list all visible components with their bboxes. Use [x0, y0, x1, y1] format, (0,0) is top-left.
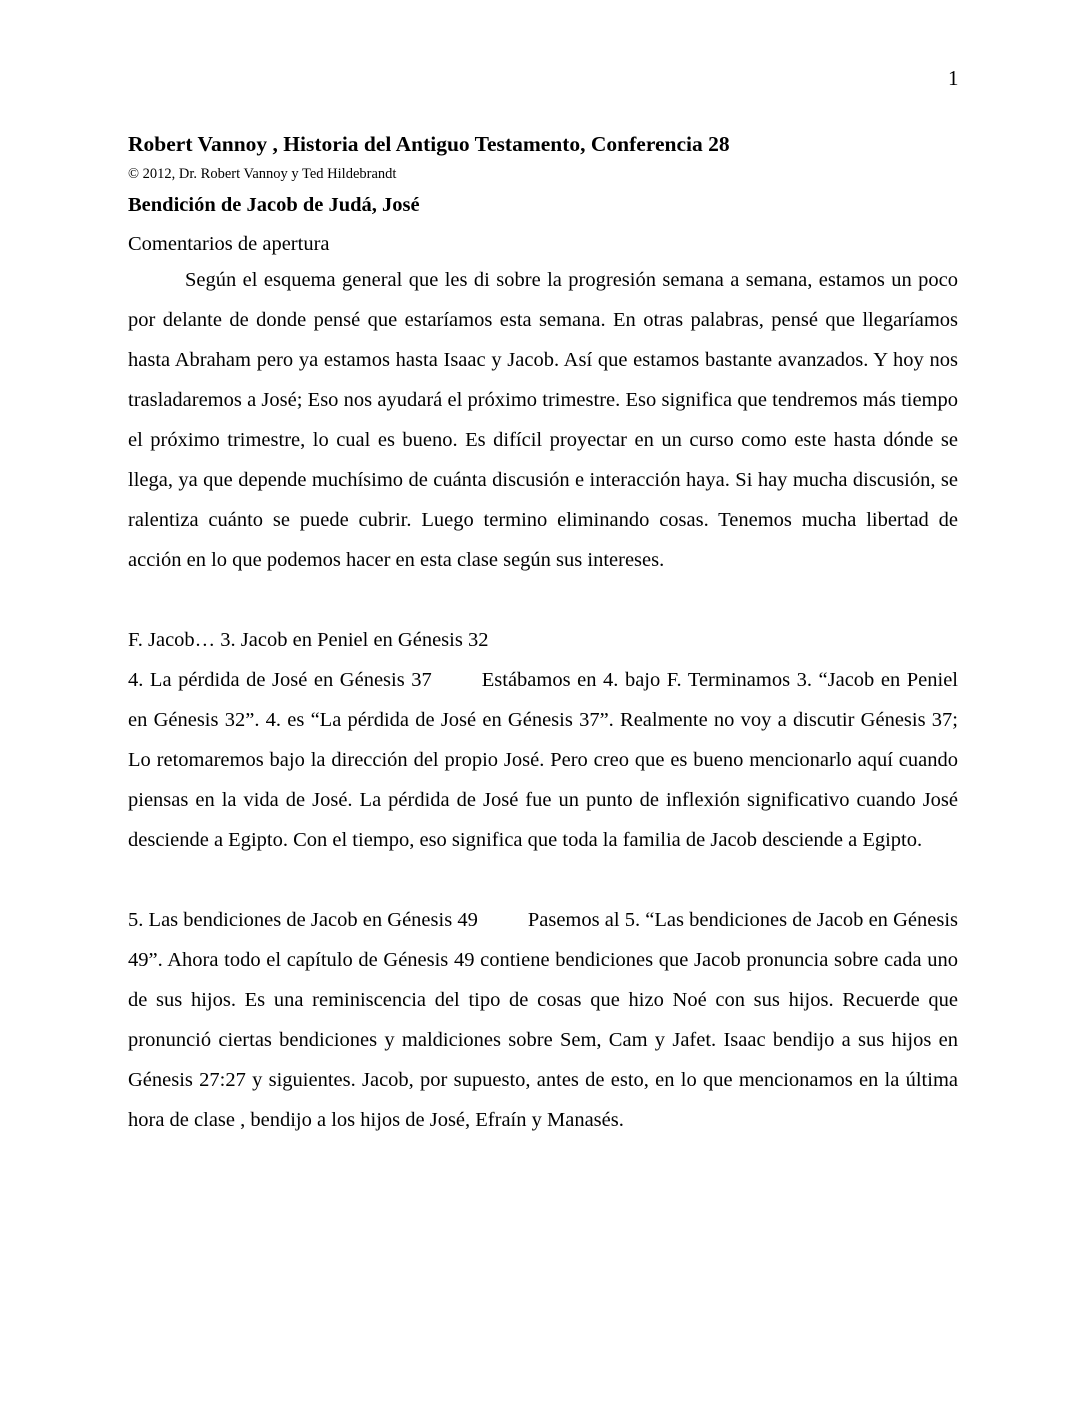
opening-paragraph: Según el esquema general que les di sobre la progresión semana a semana, estamos un poco por delante de donde pensé que estaríamos esta semana. En otras palabras, pensé que llegaríamos hasta Abraham pero ya estamos hasta Isaac y Jacob. Así que estamos bastante avanzados. Y hoy nos trasladaremos a José; Eso nos ayudará el próximo trimestre. Eso significa que tendremos más tiempo el próximo trimestre, lo cual es bueno. Es difícil proyectar en un curso como este hasta dónde se llega, ya que depende muchísimo de cuánta discusión e interacción haya. Si hay mucha discusión, se ralentiza cuánto se puede cubrir. Luego termino eliminando cosas. Tenemos mucha libertad de acción en lo que podemos hacer en esta clase según sus intereses.	[128, 269, 958, 571]
copyright-line: © 2012, Dr. Robert Vannoy y Ted Hildebrandt	[128, 166, 397, 182]
section-4-heading: 4. La pérdida de José en Génesis 37	[128, 669, 432, 691]
section-f-heading: F. Jacob… 3. Jacob en Peniel en Génesis 32	[128, 629, 489, 651]
document-title: Robert Vannoy , Historia del Antiguo Testamento, Conferencia 28	[128, 132, 730, 156]
section-4-text: Estábamos en 4. bajo F. Terminamos 3. “Jacob en Peniel en Génesis 32”. 4. es “La pérdida de José en Génesis 37”. Realmente no voy a discutir Génesis 37; Lo retomaremos bajo la dirección del propio José. Pero creo que es bueno mencionarlo aquí cuando piensas en la vida de José. La pérdida de José fue un punto de inflexión significativo cuando José desciende a Egipto. Con el tiempo, eso significa que toda la familia de Jacob desciende a Egipto.	[128, 669, 958, 851]
section-5-paragraph	[128, 900, 958, 1140]
section-5-text: Pasemos al 5. “Las bendiciones de Jacob en Génesis 49”. Ahora todo el capítulo de Génesis 49 contiene bendiciones que Jacob pronuncia sobre cada uno de sus hijos. Es una reminiscencia del tipo de cosas que hizo Noé con sus hijos. Recuerde que pronunció ciertas bendiciones y maldiciones sobre Sem, Cam y Jafet. Isaac bendijo a sus hijos en Génesis 27:27 y siguientes. Jacob, por supuesto, antes de esto, en lo que mencionamos en la última hora de clase , bendijo a los hijos de José, Efraín y Manasés.	[128, 909, 958, 1131]
document-body	[128, 130, 958, 1140]
section-5-heading: 5. Las bendiciones de Jacob en Génesis 49	[128, 909, 478, 931]
opening-comments-label: Comentarios de apertura	[128, 233, 330, 255]
section-4-paragraph	[128, 660, 958, 860]
page-number: 1	[948, 66, 959, 90]
lecture-subtitle: Bendición de Jacob de Judá, José	[128, 194, 420, 216]
